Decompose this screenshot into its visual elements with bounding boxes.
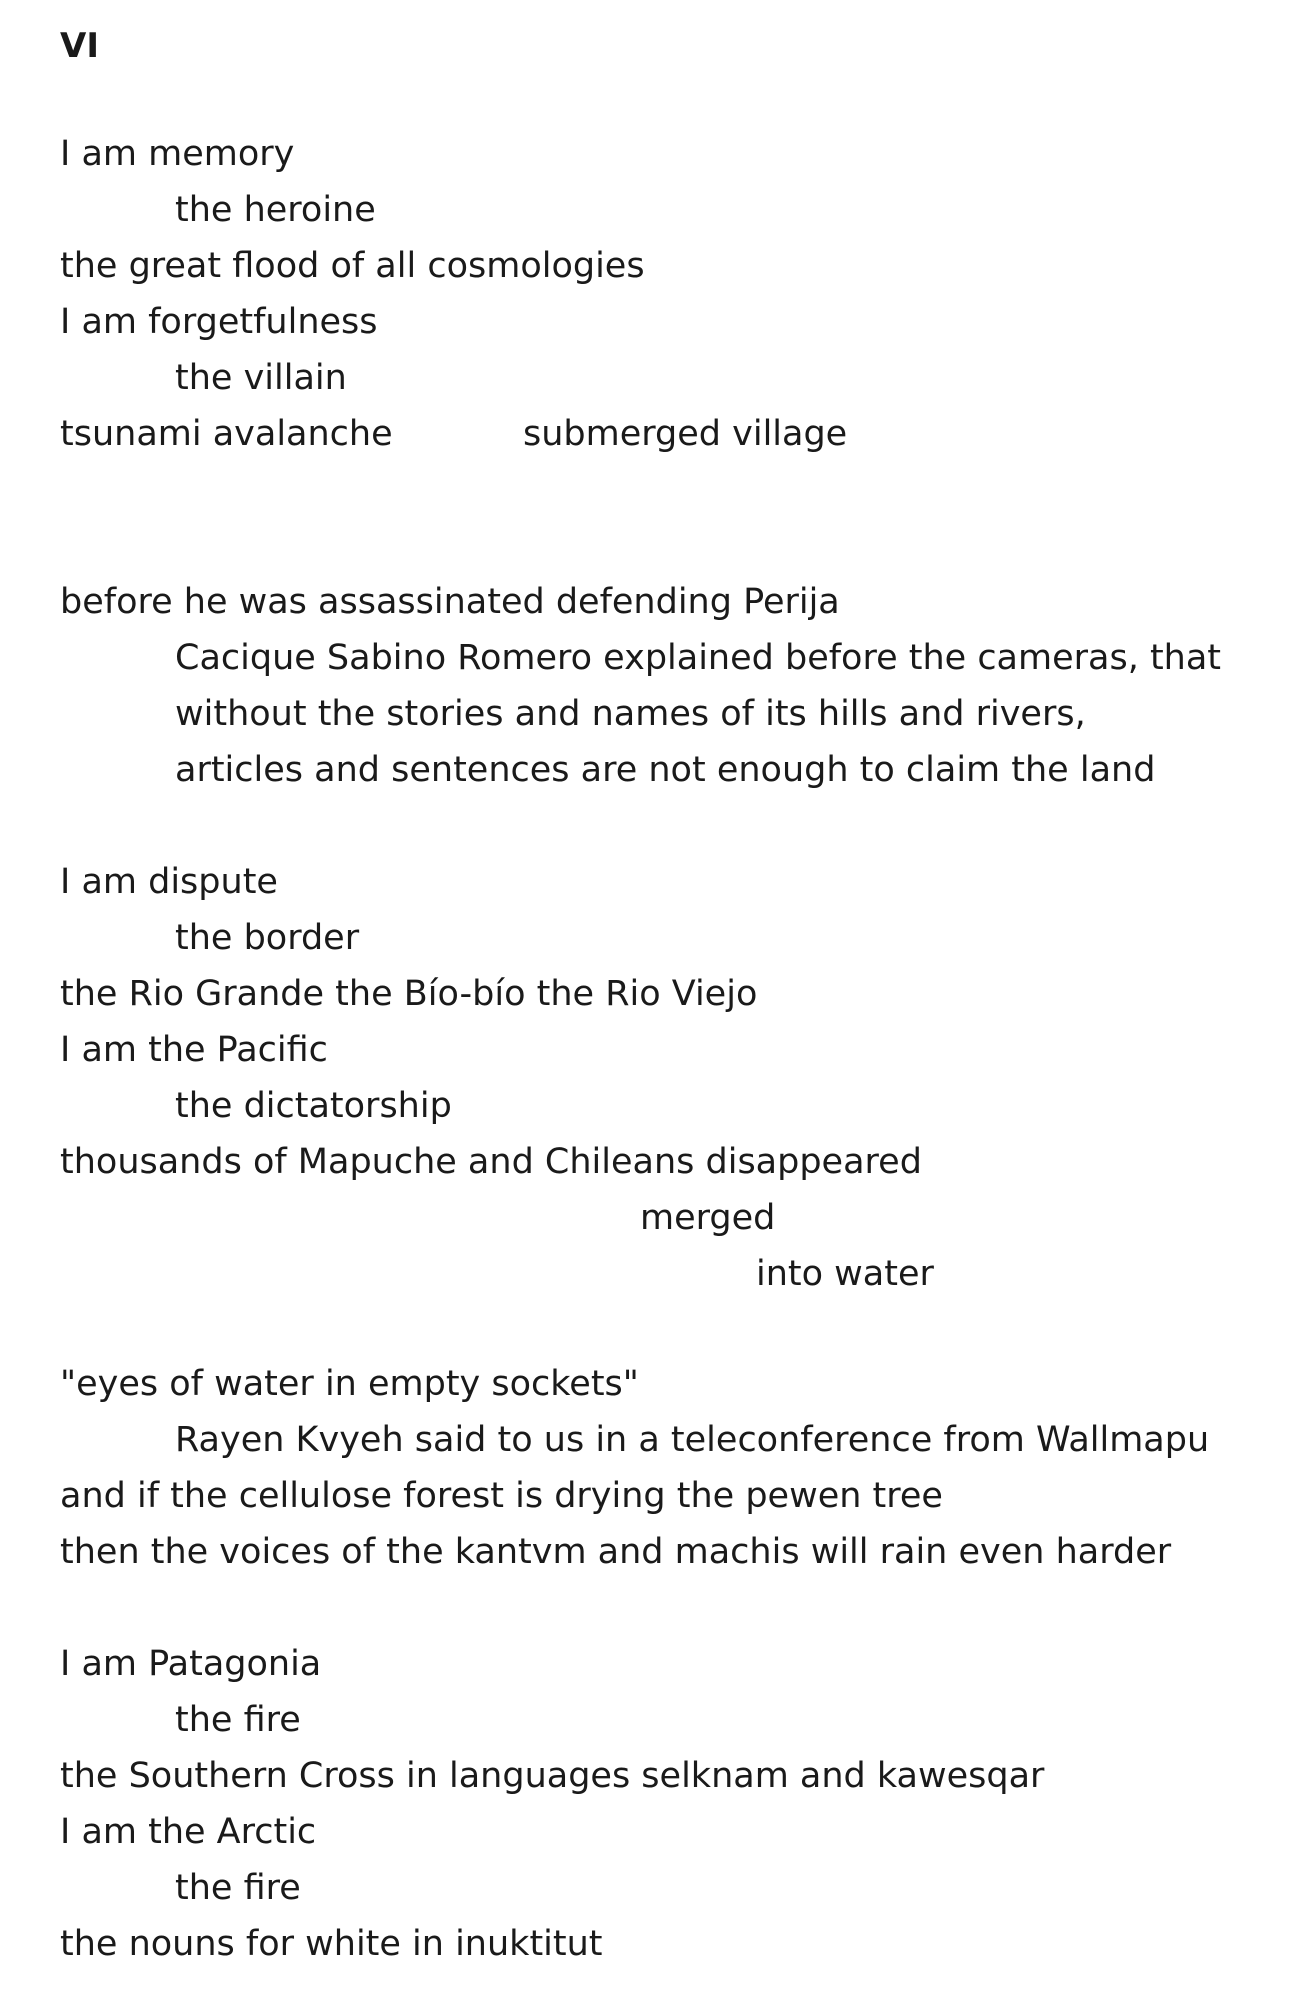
poem-line: merged <box>640 1198 776 1238</box>
poem-line: I am memory <box>60 134 295 174</box>
section-title: VI <box>60 26 99 66</box>
poem-line: into water <box>756 1254 934 1294</box>
poem-line: and if the cellulose forest is drying the pewen tree <box>60 1476 943 1516</box>
poem-line: the nouns for white in inuktitut <box>60 1924 603 1964</box>
poem-line: I am the Pacific <box>60 1030 328 1070</box>
poem-line: the Southern Cross in languages selknam and kawesqar <box>60 1756 1045 1796</box>
poem-line: the fire <box>175 1868 301 1908</box>
poem-line: then the voices of the kantvm and machis will rain even harder <box>60 1532 1172 1572</box>
poem-line: tsunami avalanche <box>60 414 393 454</box>
poem-line: Rayen Kvyeh said to us in a teleconference from Wallmapu <box>175 1420 1210 1460</box>
poem-line: submerged village <box>523 414 848 454</box>
poem-line: I am dispute <box>60 862 278 902</box>
poem-line: the border <box>175 918 360 958</box>
poem-line: the dictatorship <box>175 1086 452 1126</box>
poem-line: articles and sentences are not enough to claim the land <box>175 750 1156 790</box>
poem-line: the fire <box>175 1700 301 1740</box>
poem-line: I am the Arctic <box>60 1812 317 1852</box>
poem-line: Cacique Sabino Romero explained before the cameras, that <box>175 638 1222 678</box>
poem-line: the Rio Grande the Bío-bío the Rio Viejo <box>60 974 758 1014</box>
poem-line: "eyes of water in empty sockets" <box>60 1364 639 1404</box>
poem-line: I am forgetfulness <box>60 302 378 342</box>
poem-line: the villain <box>175 358 347 398</box>
poem-line: before he was assassinated defending Perija <box>60 582 840 622</box>
poem-line: I am Patagonia <box>60 1644 322 1684</box>
poem-line: the great flood of all cosmologies <box>60 246 645 286</box>
poem-line: the heroine <box>175 190 376 230</box>
poem-line: without the stories and names of its hills and rivers, <box>175 694 1086 734</box>
poem-line: thousands of Mapuche and Chileans disappeared <box>60 1142 922 1182</box>
